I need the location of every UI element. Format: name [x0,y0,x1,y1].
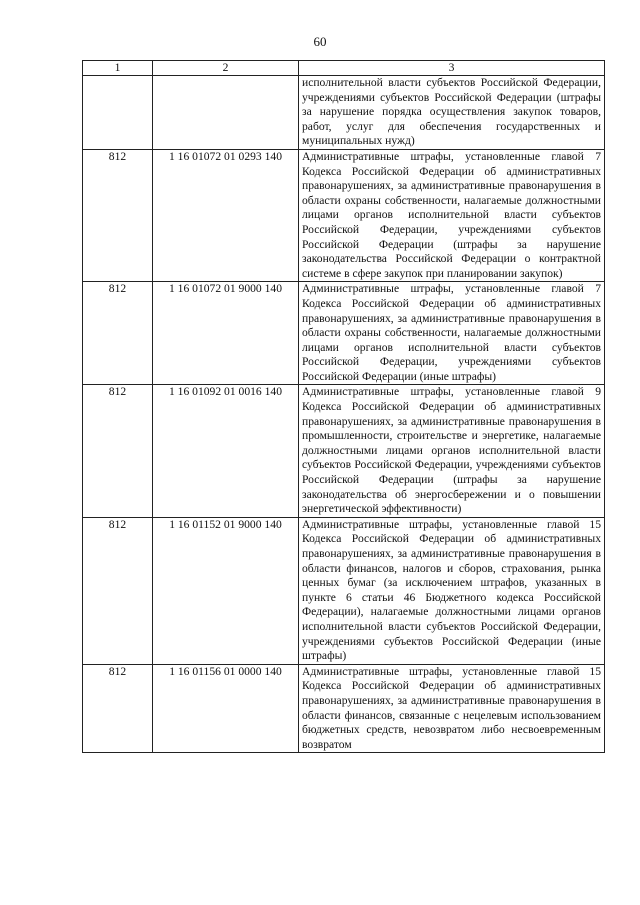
admin-code-cell: 812 [83,282,153,385]
revenue-code-cell [153,76,299,150]
table-row [83,149,605,281]
revenue-code-cell: 1 16 01072 01 9000 140 [153,282,299,385]
table-row [83,385,605,517]
column-header-2: 2 [153,61,299,76]
description-cell: исполнительной власти субъектов Российской Федерации, учреждениями субъектов Российской Федерации (штрафы за нарушение порядка осуществления закупок товаров, работ, услуг для обеспечения государственных и муниципальных нужд) [299,76,605,150]
page-number: 60 [313,34,327,49]
column-header-3: 3 [299,61,605,76]
table-row [83,517,605,664]
admin-code-cell: 812 [83,517,153,664]
admin-code-cell [83,76,153,150]
revenue-code-cell: 1 16 01072 01 0293 140 [153,149,299,281]
description-cell: Административные штрафы, установленные главой 7 Кодекса Российской Федерации об административных правонарушениях, за административные правонарушения в области охраны собственности, налагаемые должностными лицами органов исполнительной власти субъектов Российской Федерации, учреждениями субъектов Российской Федерации (штрафы за нарушение законодательства Российской Федерации о контрактной системе в сфере закупок при планировании закупок) [299,149,605,281]
admin-code-cell: 812 [83,385,153,517]
admin-code-cell: 812 [83,149,153,281]
revenue-codes-table [82,60,605,753]
table-row [83,664,605,753]
table-header-row [83,61,605,76]
description-cell: Административные штрафы, установленные главой 7 Кодекса Российской Федерации об административных правонарушениях, за административные правонарушения в области охраны собственности, налагаемые должностными лицами органов исполнительной власти субъектов Российской Федерации, учреждениями субъектов Российской Федерации (иные штрафы) [299,282,605,385]
table-row [83,76,605,150]
revenue-code-cell: 1 16 01156 01 0000 140 [153,664,299,753]
description-cell: Административные штрафы, установленные главой 9 Кодекса Российской Федерации об административных правонарушениях, за административные правонарушения в промышленности, строительстве и энергетике, налагаемые должностными лицами органов исполнительной власти субъектов Российской Федерации, учреждениями субъектов Российской Федерации (штрафы за нарушение законодательства об энергосбережении и о повышении энергетической эффективности) [299,385,605,517]
revenue-code-cell: 1 16 01092 01 0016 140 [153,385,299,517]
table-row [83,282,605,385]
description-cell: Административные штрафы, установленные главой 15 Кодекса Российской Федерации об административных правонарушениях, за административные правонарушения в области финансов, связанные с нецелевым использованием бюджетных средств, невозвратом либо несвоевременным возвратом [299,664,605,753]
revenue-code-cell: 1 16 01152 01 9000 140 [153,517,299,664]
description-cell: Административные штрафы, установленные главой 15 Кодекса Российской Федерации об административных правонарушениях, за административные правонарушения в области финансов, налогов и сборов, страхования, рынка ценных бумаг (за исключением штрафов, указанных в пункте 6 статьи 46 Бюджетного кодекса Российской Федерации), налагаемые должностными лицами органов исполнительной власти субъектов Российской Федерации, учреждениями субъектов Российской Федерации (иные штрафы) [299,517,605,664]
admin-code-cell: 812 [83,664,153,753]
column-header-1: 1 [83,61,153,76]
